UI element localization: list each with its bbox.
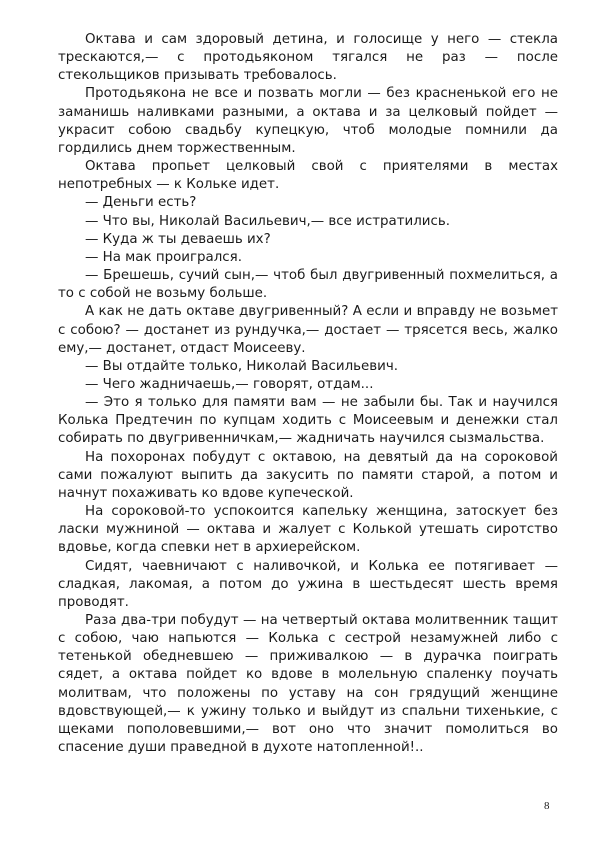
paragraph: — На мак проигрался. [85,249,242,265]
page-number: 8 [544,800,550,812]
paragraph: Сидят, чаевничают с наливочкой, и Колька ее потягивает — сладкая, лакомая, а потом до ужина в шестьдесят шесть время проводят. [58,558,558,610]
paragraph: Раза два-три побудут — на четвертый октава молитвенник тащит с собою, чаю напьются — Колька с сестрой незамужней либо с тетенькой обедневшею — приживалкою — в дурачка поиграть сядет, а октава пойдет ко вдове в молельную спаленку поучать молитвам, что положены по уставу на сон грядущий женщине вдовствующей,— к ужину только и выйдут из спальни тихенькие, с щеками пополовевшими,— вот оно что значит помолиться во спасение души праведной в духоте натопленной!.. [58,613,558,756]
page-body [58,31,558,757]
paragraph: Протодьякона не все и позвать могли — без красненькой его не заманишь наливками разными, а октава и за целковый пойдет — украсит собою свадьбу купецкую, чтоб молодые помнили да гордились днем торжественным. [58,86,558,156]
paragraph: — Брешешь, сучий сын,— чтоб был двугривенный похмелиться, а то с собой не возьму больше. [58,268,558,302]
paragraph: — Это я только для памяти вам — не забыли бы. Так и научился Колька Предтечин по купцам ходить с Моисеевым и денежки стал собирать по двугривенничкам,— жадничать научился сызмальства. [58,395,558,447]
paragraph: — Что вы, Николай Васильевич,— все истратились. [85,213,450,229]
paragraph: На похоронах побудут с октавою, на девятый да на сороковой сами пожалуют выпить да закусить по памяти старой, а потом и начнут похаживать ко вдове купеческой. [58,449,558,501]
paragraph: Октава пропьет целковый свой с приятелями в местах непотребных — к Кольке идет. [58,159,558,193]
paragraph: Октава и сам здоровый детина, и голосище у него — стекла трескаются,— с протодьяконом тягался не раз — после стекольщиков призывать требовалось. [58,32,558,84]
paragraph: — Деньги есть? [85,195,197,211]
paragraph: А как не дать октаве двугривенный? А если и вправду не возьмет с собою? — достанет из рундучка,— достает — трясется весь, жалко ему,— достанет, отдаст Моисееву. [58,304,558,356]
paragraph: — Вы отдайте только, Николай Васильевич. [85,358,399,374]
paragraph: — Куда ж ты деваешь их? [85,231,271,247]
paragraph: На сороковой-то успокоится капельку женщина, затоскует без ласки мужниной — октава и жалует с Колькой утешать сиротство вдовье, когда спевки нет в архиерейском. [58,504,558,556]
paragraph: — Чего жадничаешь,— говорят, отдам... [85,376,374,392]
